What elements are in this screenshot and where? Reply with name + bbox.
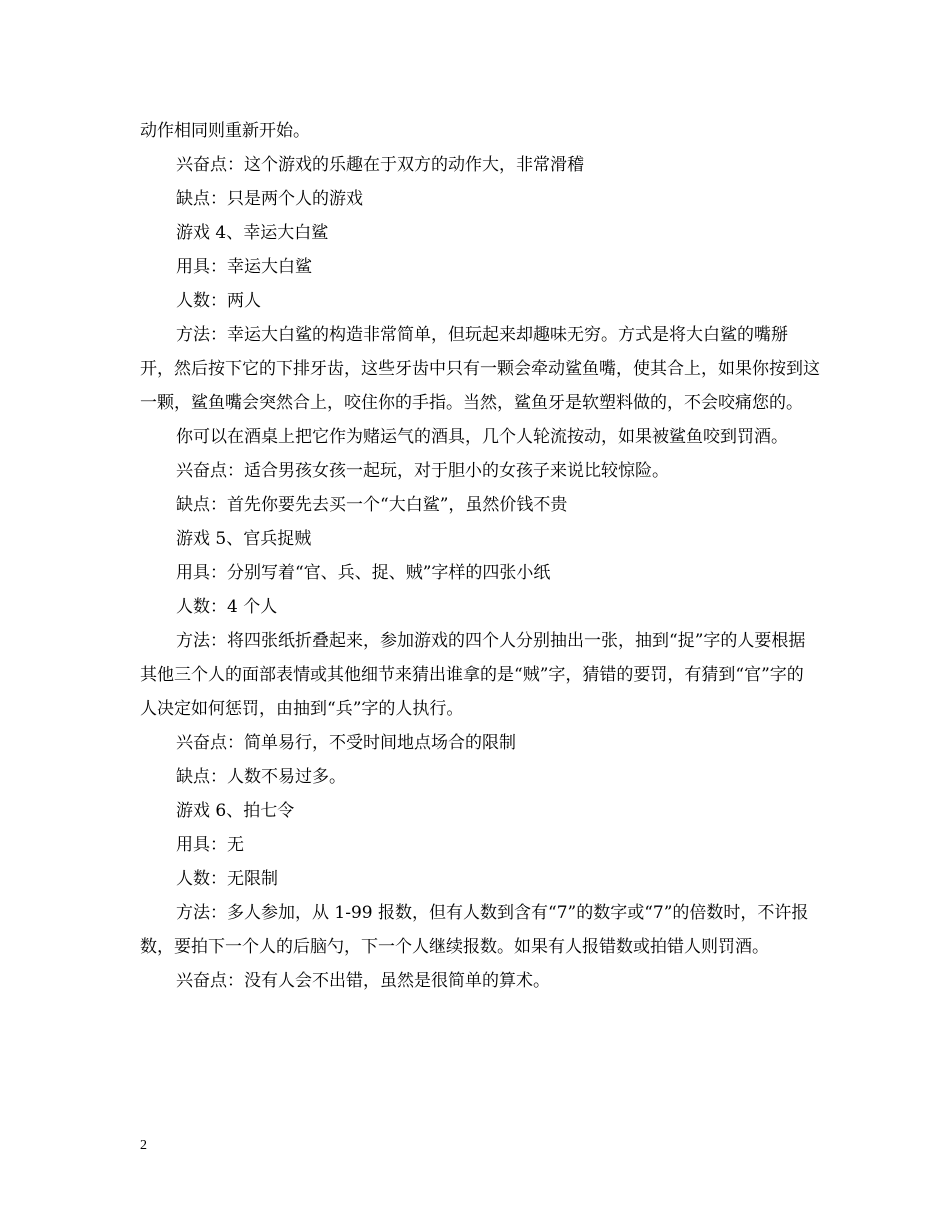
paragraph: 兴奋点：这个游戏的乐趣在于双方的动作大，非常滑稽 [176,155,584,175]
paragraph: 人数：4 个人 [176,597,278,617]
paragraph: 你可以在酒桌上把它作为赌运气的酒具，几个人轮流按动，如果被鲨鱼咬到罚酒。 [176,427,788,447]
paragraph: 缺点：人数不易过多。 [176,767,346,787]
paragraph: 兴奋点：适合男孩女孩一起玩，对于胆小的女孩子来说比较惊险。 [176,461,669,481]
paragraph: 兴奋点：简单易行，不受时间地点场合的限制 [176,733,516,753]
paragraph: 兴奋点：没有人会不出错，虽然是很简单的算术。 [176,971,550,991]
paragraph: 游戏 4、幸运大白鲨 [176,223,329,243]
paragraph: 缺点：首先你要先去买一个“大白鲨”，虽然价钱不贵 [176,495,568,515]
page-number: 2 [140,1138,147,1153]
paragraph: 方法：多人参加，从 1-99 报数，但有人数到含有“7”的数字或“7”的倍数时，不许报数，要拍下一个人的后脑勺，下一个人继续报数。如果有人报错数或拍错人则罚酒。 [140,903,809,957]
document-body [140,114,820,998]
paragraph: 方法：将四张纸折叠起来，参加游戏的四个人分别抽出一张，抽到“捉”字的人要根据其他三个人的面部表情或其他细节来猜出谁拿的是“贼”字，猜错的要罚，有猜到“官”字的人决定如何惩罚，由抽到“兵”字的人执行。 [140,631,806,719]
paragraph: 游戏 5、官兵捉贼 [176,529,312,549]
paragraph: 动作相同则重新开始。 [140,121,310,141]
paragraph: 缺点：只是两个人的游戏 [176,189,363,209]
paragraph: 方法：幸运大白鲨的构造非常简单，但玩起来却趣味无穷。方式是将大白鲨的嘴掰开，然后按下它的下排牙齿，这些牙齿中只有一颗会牵动鲨鱼嘴，使其合上，如果你按到这一颗，鲨鱼嘴会突然合上，咬住你的手指。当然，鲨鱼牙是软塑料做的，不会咬痛您的。 [140,325,820,413]
paragraph: 人数：无限制 [176,869,278,889]
paragraph: 用具：幸运大白鲨 [176,257,312,277]
paragraph: 游戏 6、拍七令 [176,801,295,821]
paragraph: 人数：两人 [176,291,261,311]
paragraph: 用具：分别写着“官、兵、捉、贼”字样的四张小纸 [176,563,551,583]
paragraph: 用具：无 [176,835,244,855]
